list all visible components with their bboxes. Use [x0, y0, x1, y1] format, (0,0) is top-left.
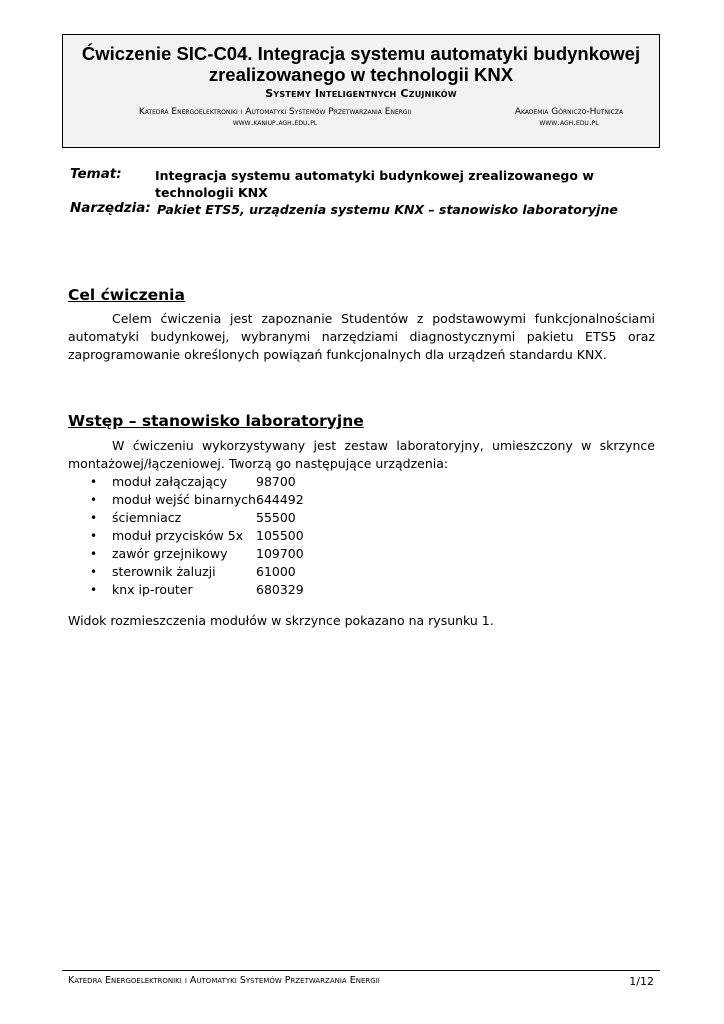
device-number: 55500 [256, 510, 296, 525]
device-name: moduł załączający [112, 474, 228, 489]
footer-department: Katedra Energoelektroniki i Automatyki Systemów Przetwarzania Energii [68, 975, 380, 986]
department-block [75, 107, 475, 129]
bullet-icon: • [90, 493, 98, 507]
device-name: zawór grzejnikowy [112, 546, 228, 561]
intro-paragraph [68, 437, 655, 473]
tools-label: Narzędzia: [70, 200, 151, 216]
goal-paragraph [68, 310, 655, 364]
device-name: knx ip-router [112, 582, 193, 597]
device-name: ściemniacz [112, 510, 182, 525]
footer-divider [62, 970, 660, 971]
topic-value [155, 167, 594, 201]
device-name: moduł wejść binarnych [112, 492, 256, 507]
department-url: www.kaniup.agh.edu.pl [232, 118, 318, 128]
university-name: Akademia Górniczo-Hutnicza [514, 107, 624, 117]
device-name: sterownik żaluzji [112, 564, 216, 579]
bullet-icon: • [90, 583, 98, 597]
bullet-icon: • [90, 565, 98, 579]
topic-label: Temat: [70, 166, 122, 182]
topic-line-1: Integracja systemu automatyki budynkowej zrealizowanego w [155, 168, 594, 183]
topic-line-2: technologii KNX [155, 185, 268, 200]
university-url: www.agh.edu.pl [539, 118, 599, 128]
department-name: Katedra Energoelektroniki i Automatyki Systemów Przetwarzania Energii [138, 107, 412, 117]
goal-line-3: zaprogramowanie określonych powiązań funkcjonalnych dla urządzeń standardu KNX. [68, 347, 607, 362]
device-number: 105500 [256, 528, 304, 543]
goal-heading: Cel ćwiczenia [68, 286, 185, 304]
document-title [63, 43, 659, 85]
goal-line-2: automatyki budynkowej, wybranymi narzędziami diagnostycznymi pakietu ETS5 oraz [68, 329, 655, 344]
device-number: 98700 [256, 474, 296, 489]
university-block [489, 107, 649, 129]
title-line-1: Ćwiczenie SIC-C04. Integracja systemu automatyki budynkowej [81, 43, 641, 64]
intro-heading: Wstęp – stanowisko laboratoryjne [68, 412, 364, 430]
tools-value: Pakiet ETS5, urządzenia systemu KNX – stanowisko laboratoryjne [157, 202, 618, 217]
bullet-icon: • [90, 547, 98, 561]
device-name: moduł przycisków 5x [112, 528, 244, 543]
bullet-icon: • [90, 475, 98, 489]
bullet-icon: • [90, 511, 98, 525]
device-number: 680329 [256, 582, 304, 597]
page-number: 1/12 [629, 975, 654, 988]
title-line-2: zrealizowanego w technologii KNX [208, 64, 514, 85]
figure-reference: Widok rozmieszczenia modułów w skrzynce pokazano na rysunku 1. [68, 613, 494, 628]
device-number: 644492 [256, 492, 304, 507]
device-number: 61000 [256, 564, 296, 579]
course-name: Systemy Inteligentnych Czujników [265, 87, 457, 100]
intro-line-2: montażowej/łączeniowej. Tworzą go następujące urządzenia: [68, 456, 449, 471]
bullet-icon: • [90, 529, 98, 543]
device-number: 109700 [256, 546, 304, 561]
goal-line-1: Celem ćwiczenia jest zapoznanie Studentów z podstawowymi funkcjonalnościami [112, 311, 655, 326]
document-header [62, 34, 660, 148]
intro-line-1: W ćwiczeniu wykorzystywany jest zestaw laboratoryjny, umieszczony w skrzynce [112, 438, 655, 453]
